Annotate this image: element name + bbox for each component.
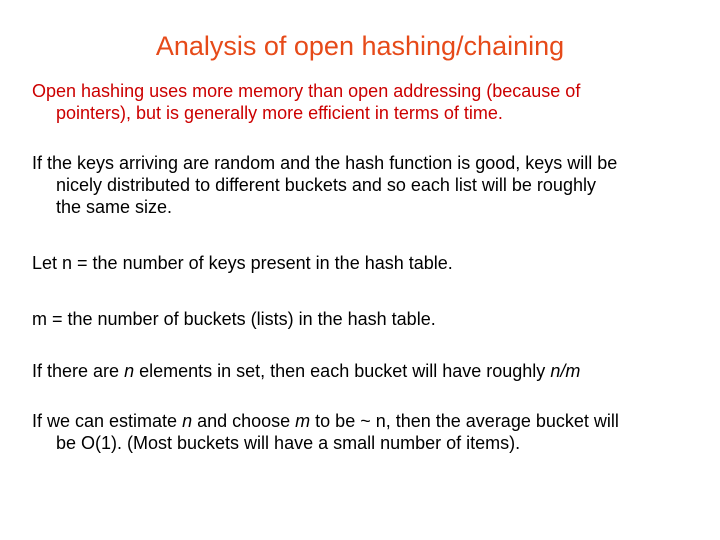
paragraph-line: nicely distributed to different buckets and so each list will be roughly bbox=[56, 175, 596, 195]
paragraph-random-keys bbox=[32, 152, 704, 218]
paragraph-define-m bbox=[32, 308, 704, 330]
paragraph-define-n bbox=[32, 252, 704, 274]
paragraph-line: If the keys arriving are random and the hash function is good, keys will be bbox=[32, 153, 618, 173]
text-segment: to be ~ n, then the average bucket will bbox=[310, 411, 619, 431]
slide-title: Analysis of open hashing/chaining bbox=[155, 31, 565, 61]
paragraph-line bbox=[32, 360, 704, 382]
text-segment: If there are bbox=[32, 361, 125, 381]
paragraph-line: the same size. bbox=[56, 197, 173, 217]
text-segment: If we can estimate bbox=[32, 411, 183, 431]
paragraph-line: pointers), but is generally more efficient in terms of time. bbox=[56, 103, 503, 123]
variable-ratio: n/m bbox=[550, 361, 581, 381]
paragraph-memory-efficiency bbox=[32, 80, 704, 124]
paragraph-line: Let n = the number of keys present in the hash table. bbox=[32, 253, 453, 273]
paragraph-line bbox=[32, 410, 704, 432]
text-segment: elements in set, then each bucket will have roughly bbox=[134, 361, 551, 381]
variable-m: m bbox=[295, 411, 311, 431]
paragraph-line: m = the number of buckets (lists) in the hash table. bbox=[32, 309, 436, 329]
variable-n: n bbox=[124, 361, 135, 381]
paragraph-bucket-size bbox=[32, 360, 704, 382]
text-segment: and choose bbox=[192, 411, 296, 431]
paragraph-line: Open hashing uses more memory than open addressing (because of bbox=[32, 81, 581, 101]
variable-n: n bbox=[182, 411, 193, 431]
paragraph-average-bucket bbox=[32, 410, 704, 454]
paragraph-line: be O(1). (Most buckets will have a small number of items). bbox=[56, 433, 521, 453]
